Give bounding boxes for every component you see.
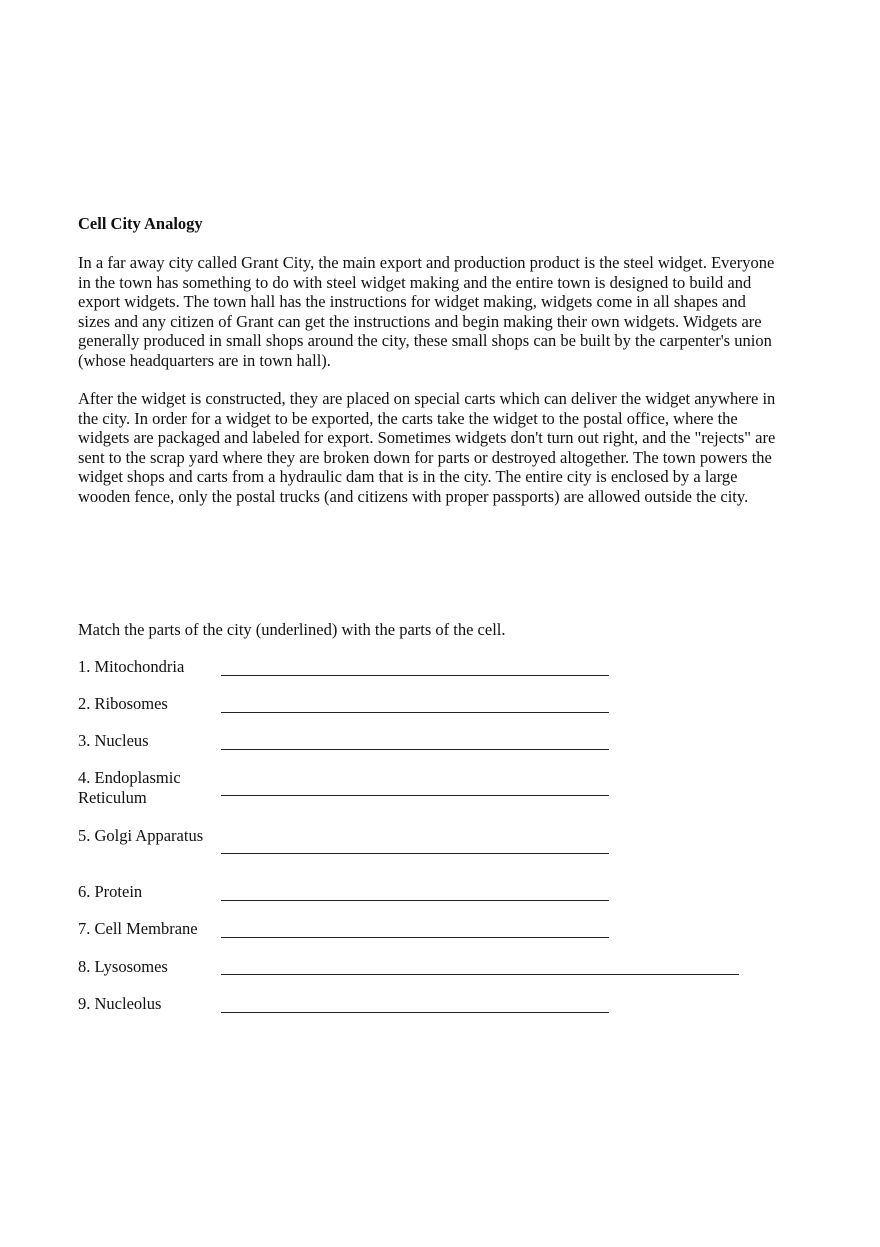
answer-line-protein[interactable]	[221, 900, 609, 901]
answer-line-cell-membrane[interactable]	[221, 937, 609, 938]
match-item-ribosomes: 2. Ribosomes	[78, 694, 168, 713]
match-item-nucleus: 3. Nucleus	[78, 731, 149, 750]
match-item-endoplasmic-reticulum: 4. Endoplasmic Reticulum	[78, 768, 181, 807]
answer-line-lysosomes[interactable]	[221, 974, 739, 975]
match-item-golgi-apparatus: 5. Golgi Apparatus	[78, 826, 204, 845]
match-item-protein: 6. Protein	[78, 882, 143, 901]
match-item-lysosomes: 8. Lysosomes	[78, 957, 168, 976]
match-item-cell-membrane: 7. Cell Membrane	[78, 919, 198, 938]
answer-line-mitochondria[interactable]	[221, 675, 609, 676]
match-item-mitochondria: 1. Mitochondria	[78, 657, 185, 676]
match-item-nucleolus: 9. Nucleolus	[78, 994, 162, 1013]
answer-line-ribosomes[interactable]	[221, 712, 609, 713]
answer-line-nucleolus[interactable]	[221, 1012, 609, 1013]
matching-instructions: Match the parts of the city (underlined) with the parts of the cell.	[78, 620, 506, 639]
worksheet-title: Cell City Analogy	[78, 214, 203, 233]
answer-line-endoplasmic-reticulum[interactable]	[221, 795, 609, 796]
answer-line-golgi-apparatus[interactable]	[221, 853, 609, 854]
answer-line-nucleus[interactable]	[221, 749, 609, 750]
story-paragraph-1: In a far away city called Grant City, the main export and production product is the steel widget. Everyone in the town has something to do with steel widget making and the entire town is designed to build and export widgets. The town hall has the instructions for widget making, widgets come in all shapes and sizes and any citizen of Grant can get the instructions and begin making their own widgets. Widgets are generally produced in small shops around the city, these small shops can be built by the carpenter's union (whose headquarters are in town hall).	[78, 253, 775, 370]
story-paragraph-2: After the widget is constructed, they are placed on special carts which can deliver the widget anywhere in the city. In order for a widget to be exported, the carts take the widget to the postal office, where the widgets are packaged and labeled for export. Sometimes widgets don't turn out right, and the "rejects" are sent to the scrap yard where they are broken down for parts or destroyed altogether. The town powers the widget shops and carts from a hydraulic dam that is in the city. The entire city is enclosed by a large wooden fence, only the postal trucks (and citizens with proper passports) are allowed outside the city.	[78, 389, 776, 506]
